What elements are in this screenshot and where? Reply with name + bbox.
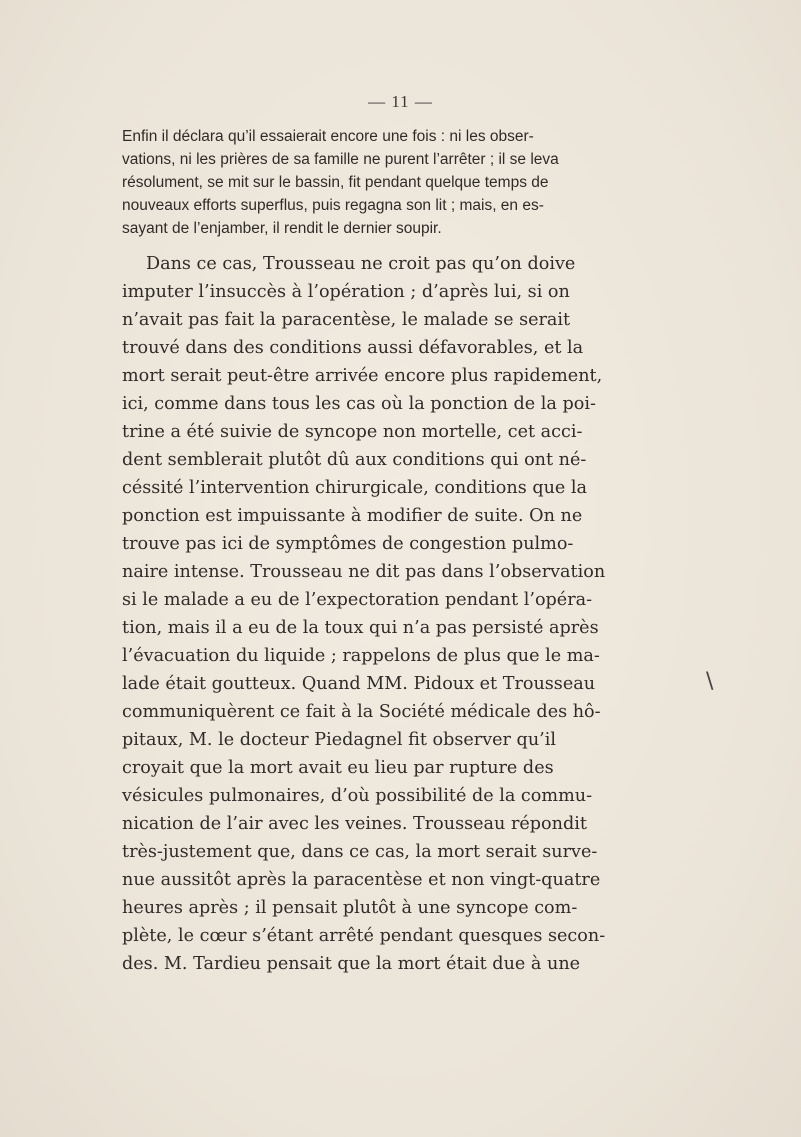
text-line: ici, comme dans tous les cas où la ponction de la poi- — [122, 394, 596, 414]
text-line: nication de l’air avec les veines. Trousseau répondit — [122, 814, 587, 834]
text-line: n’avait pas fait la paracentèse, le malade se serait — [122, 310, 571, 330]
text-line: lade était goutteux. Quand MM. Pidoux et Trousseau — [122, 674, 596, 694]
text-line: pitaux, M. le docteur Piedagnel fit observer qu’il — [122, 730, 556, 750]
text-line: des. M. Tardieu pensait que la mort était due à une — [122, 954, 581, 974]
text-line: trouvé dans des conditions aussi défavorables, et la — [122, 338, 584, 358]
text-line: heures après ; il pensait plutôt à une syncope com- — [122, 898, 578, 918]
text-line: imputer l’insuccès à l’opération ; d’après lui, si on — [122, 282, 570, 302]
text-line: sayant de l’enjamber, il rendit le dernier soupir. — [122, 220, 442, 237]
text-line: mort serait peut-être arrivée encore plus rapidement, — [122, 366, 603, 386]
text-line: l’évacuation du liquide ; rappelons de plus que le ma- — [122, 646, 600, 666]
text-line: trine a été suivie de syncope non mortelle, cet acci- — [122, 422, 583, 442]
text-line: tion, mais il a eu de la toux qui n’a pas persisté après — [122, 618, 599, 638]
text-line: communiquèrent ce fait à la Société médicale des hô- — [122, 702, 601, 722]
text-line: Dans ce cas, Trousseau ne croit pas qu’on doive — [146, 254, 576, 274]
page-number: — 11 — — [368, 92, 433, 111]
text-line: croyait que la mort avait eu lieu par rupture des — [122, 758, 554, 778]
text-line: résolument, se mit sur le bassin, fit pendant quelque temps de — [122, 174, 549, 191]
text-line: ponction est impuissante à modifier de suite. On ne — [122, 506, 583, 526]
text-line: vations, ni les prières de sa famille ne purent l’arrêter ; il se leva — [122, 151, 559, 168]
text-line: trouve pas ici de symptômes de congestion pulmo- — [122, 534, 574, 554]
text-line: si le malade a eu de l’expectoration pendant l’opéra- — [122, 590, 593, 610]
text-line: dent semblerait plutôt dû aux conditions qui ont né- — [122, 450, 587, 470]
text-line: Enfin il déclara qu’il essaierait encore une fois : ni les obser- — [122, 128, 534, 145]
text-line: nue aussitôt après la paracentèse et non vingt-quatre — [122, 870, 601, 890]
text-line: très-justement que, dans ce cas, la mort serait surve- — [122, 842, 598, 862]
text-line: naire intense. Trousseau ne dit pas dans l’observation — [122, 562, 606, 582]
margin-mark: \ — [706, 669, 714, 694]
text-line: plète, le cœur s’étant arrêté pendant quesques secon- — [122, 926, 606, 946]
text-line: céssité l’intervention chirurgicale, conditions que la — [122, 478, 588, 498]
text-line: vésicules pulmonaires, d’où possibilité de la commu- — [122, 786, 593, 806]
text-line: nouveaux efforts superflus, puis regagna son lit ; mais, en es- — [122, 197, 544, 214]
